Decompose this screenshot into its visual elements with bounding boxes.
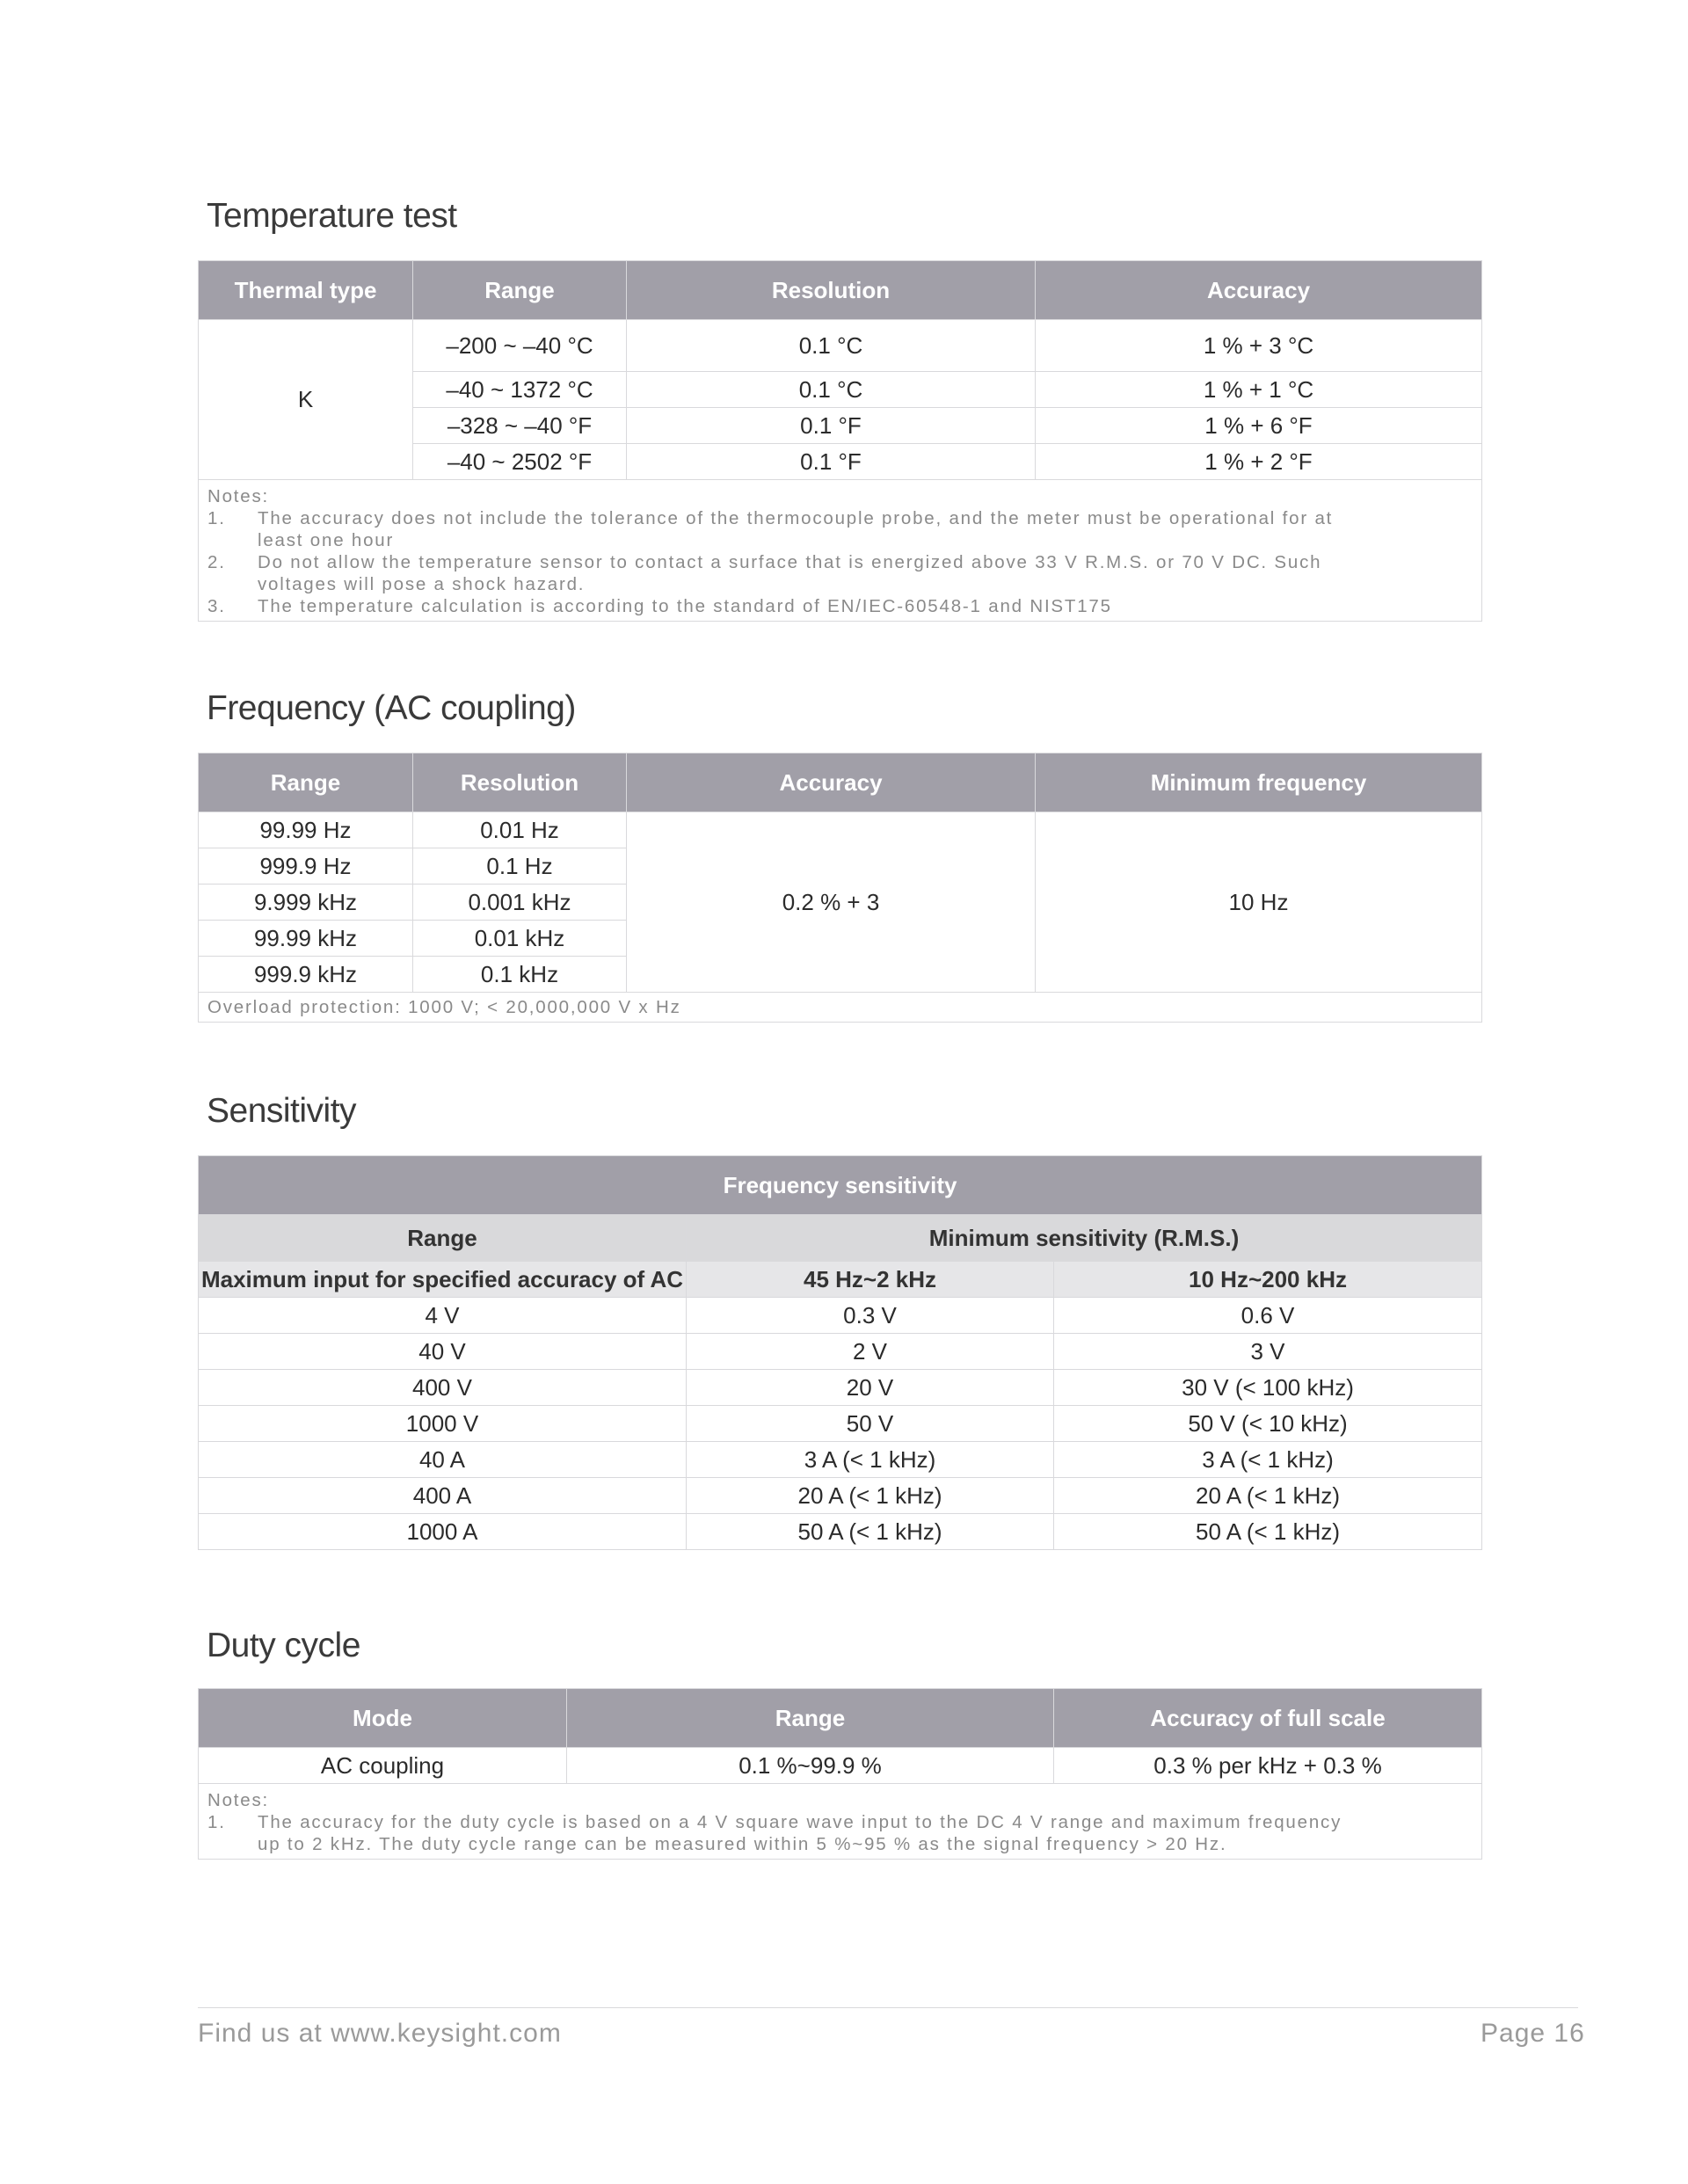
note-number: 1. [207,508,226,528]
resolution-cell: 0.1 kHz [413,957,627,993]
table-row [199,320,1482,372]
accuracy-cell: 1 % + 3 °C [1036,320,1482,372]
table-row [199,1406,1482,1442]
table-header-row [199,753,1482,812]
sens-45hz-cell: 50 A (< 1 kHz) [687,1514,1054,1550]
accuracy-cell: 1 % + 2 °F [1036,444,1482,480]
col-header-range: Range [413,261,627,320]
range-cell: –40 ~ 2502 °F [413,444,627,480]
resolution-cell: 0.1 Hz [413,848,627,885]
resolution-cell: 0.1 °C [627,372,1036,408]
notes-title: Notes: [207,1790,270,1810]
col-header-accuracy-full-scale: Accuracy of full scale [1054,1689,1482,1748]
note-number: 3. [207,596,226,616]
resolution-cell: 0.001 kHz [413,885,627,921]
resolution-cell: 0.1 °F [627,444,1036,480]
accuracy-cell: 1 % + 6 °F [1036,408,1482,444]
min-frequency-cell: 10 Hz [1036,812,1482,993]
note-item [207,551,1365,595]
range-cell: 40 A [199,1442,687,1478]
sens-10hz-cell: 30 V (< 100 kHz) [1054,1370,1482,1406]
sens-10hz-cell: 3 A (< 1 kHz) [1054,1442,1482,1478]
table-row [199,1298,1482,1334]
accuracy-cell: 1 % + 1 °C [1036,372,1482,408]
duty-table [198,1688,1482,1860]
sens-10hz-cell: 20 A (< 1 kHz) [1054,1478,1482,1514]
temperature-notes [199,480,1482,622]
col-header-min-frequency: Minimum frequency [1036,753,1482,812]
col-header-range: Range [199,1215,687,1262]
accuracy-cell: 0.3 % per kHz + 0.3 % [1054,1748,1482,1784]
col-header-range: Range [199,753,413,812]
sens-45hz-cell: 20 A (< 1 kHz) [687,1478,1054,1514]
notes-row [199,480,1482,622]
range-cell: –200 ~ –40 °C [413,320,627,372]
frequency-table [198,753,1482,1023]
notes-title: Notes: [207,486,270,506]
frequency-sensitivity-header: Frequency sensitivity [199,1156,1482,1215]
col-header-accuracy: Accuracy [627,753,1036,812]
footer-divider [198,2007,1578,2008]
temperature-table [198,260,1482,622]
range-cell: –40 ~ 1372 °C [413,372,627,408]
note-number: 2. [207,552,226,572]
note-item [207,595,1365,617]
resolution-cell: 0.01 Hz [413,812,627,848]
temperature-title: Temperature test [207,197,457,235]
accuracy-cell: 0.2 % + 3 [627,812,1036,993]
col-header-10hz-200khz: 10 Hz~200 kHz [1054,1262,1482,1298]
table-row [199,1514,1482,1550]
sensitivity-table [198,1155,1482,1550]
col-header-accuracy: Accuracy [1036,261,1482,320]
table-row [199,812,1482,848]
note-text: The temperature calculation is according to the standard of EN/IEC-60548-1 and NIST175 [258,596,1112,616]
page-number: Page 16 [1481,2019,1585,2048]
table-row [199,1334,1482,1370]
notes-list [207,1811,1471,1855]
table-row [199,1748,1482,1784]
duty-title: Duty cycle [207,1627,360,1664]
notes-row [199,1784,1482,1860]
table-subheader-row [199,1262,1482,1298]
sensitivity-title: Sensitivity [207,1092,357,1130]
overload-note: Overload protection: 1000 V; < 20,000,000 V x Hz [199,993,1482,1023]
resolution-cell: 0.1 °C [627,320,1036,372]
range-cell: –328 ~ –40 °F [413,408,627,444]
range-cell: 9.999 kHz [199,885,413,921]
col-header-range: Range [567,1689,1054,1748]
sens-45hz-cell: 3 A (< 1 kHz) [687,1442,1054,1478]
col-header-45hz-2khz: 45 Hz~2 kHz [687,1262,1054,1298]
sens-45hz-cell: 20 V [687,1370,1054,1406]
table-header-row [199,1689,1482,1748]
range-cell: 99.99 Hz [199,812,413,848]
table-row [199,1442,1482,1478]
table-subheader-row [199,1215,1482,1262]
note-text: Do not allow the temperature sensor to contact a surface that is energized above 33 V R.M.S. or 70 V DC. Such voltages will pose a shock hazard. [258,552,1322,594]
sens-45hz-cell: 50 V [687,1406,1054,1442]
footer-website-link[interactable]: Find us at www.keysight.com [198,2019,562,2048]
col-header-min-sensitivity: Minimum sensitivity (R.M.S.) [687,1215,1482,1262]
notes-row [199,993,1482,1023]
note-item [207,1811,1365,1855]
note-text: The accuracy for the duty cycle is based on a 4 V square wave input to the DC 4 V range and maximum frequency up to 2 kHz. The duty cycle range can be measured within 5 %~95 % as the signal frequency > 20 Hz. [258,1812,1342,1854]
range-cell: 1000 A [199,1514,687,1550]
table-row [199,1478,1482,1514]
range-cell: 1000 V [199,1406,687,1442]
note-text: The accuracy does not include the tolerance of the thermocouple probe, and the meter must be operational for at least one hour [258,508,1334,550]
mode-cell: AC coupling [199,1748,567,1784]
range-cell: 40 V [199,1334,687,1370]
notes-list [207,507,1471,617]
range-cell: 999.9 Hz [199,848,413,885]
thermal-type-cell: K [199,320,413,480]
col-header-resolution: Resolution [627,261,1036,320]
col-header-resolution: Resolution [413,753,627,812]
table-header-row [199,261,1482,320]
sens-45hz-cell: 0.3 V [687,1298,1054,1334]
sens-10hz-cell: 3 V [1054,1334,1482,1370]
range-cell: 99.99 kHz [199,921,413,957]
col-header-thermal-type: Thermal type [199,261,413,320]
table-row [199,1370,1482,1406]
col-header-mode: Mode [199,1689,567,1748]
resolution-cell: 0.1 °F [627,408,1036,444]
note-number: 1. [207,1812,226,1832]
range-cell: 400 V [199,1370,687,1406]
resolution-cell: 0.01 kHz [413,921,627,957]
note-item [207,507,1365,551]
col-header-max-input: Maximum input for specified accuracy of AC [199,1262,687,1298]
sens-10hz-cell: 50 A (< 1 kHz) [1054,1514,1482,1550]
table-header-row [199,1156,1482,1215]
range-cell: 4 V [199,1298,687,1334]
duty-notes [199,1784,1482,1860]
frequency-title: Frequency (AC coupling) [207,689,576,727]
range-cell: 0.1 %~99.9 % [567,1748,1054,1784]
range-cell: 999.9 kHz [199,957,413,993]
sens-45hz-cell: 2 V [687,1334,1054,1370]
sens-10hz-cell: 50 V (< 10 kHz) [1054,1406,1482,1442]
sens-10hz-cell: 0.6 V [1054,1298,1482,1334]
range-cell: 400 A [199,1478,687,1514]
